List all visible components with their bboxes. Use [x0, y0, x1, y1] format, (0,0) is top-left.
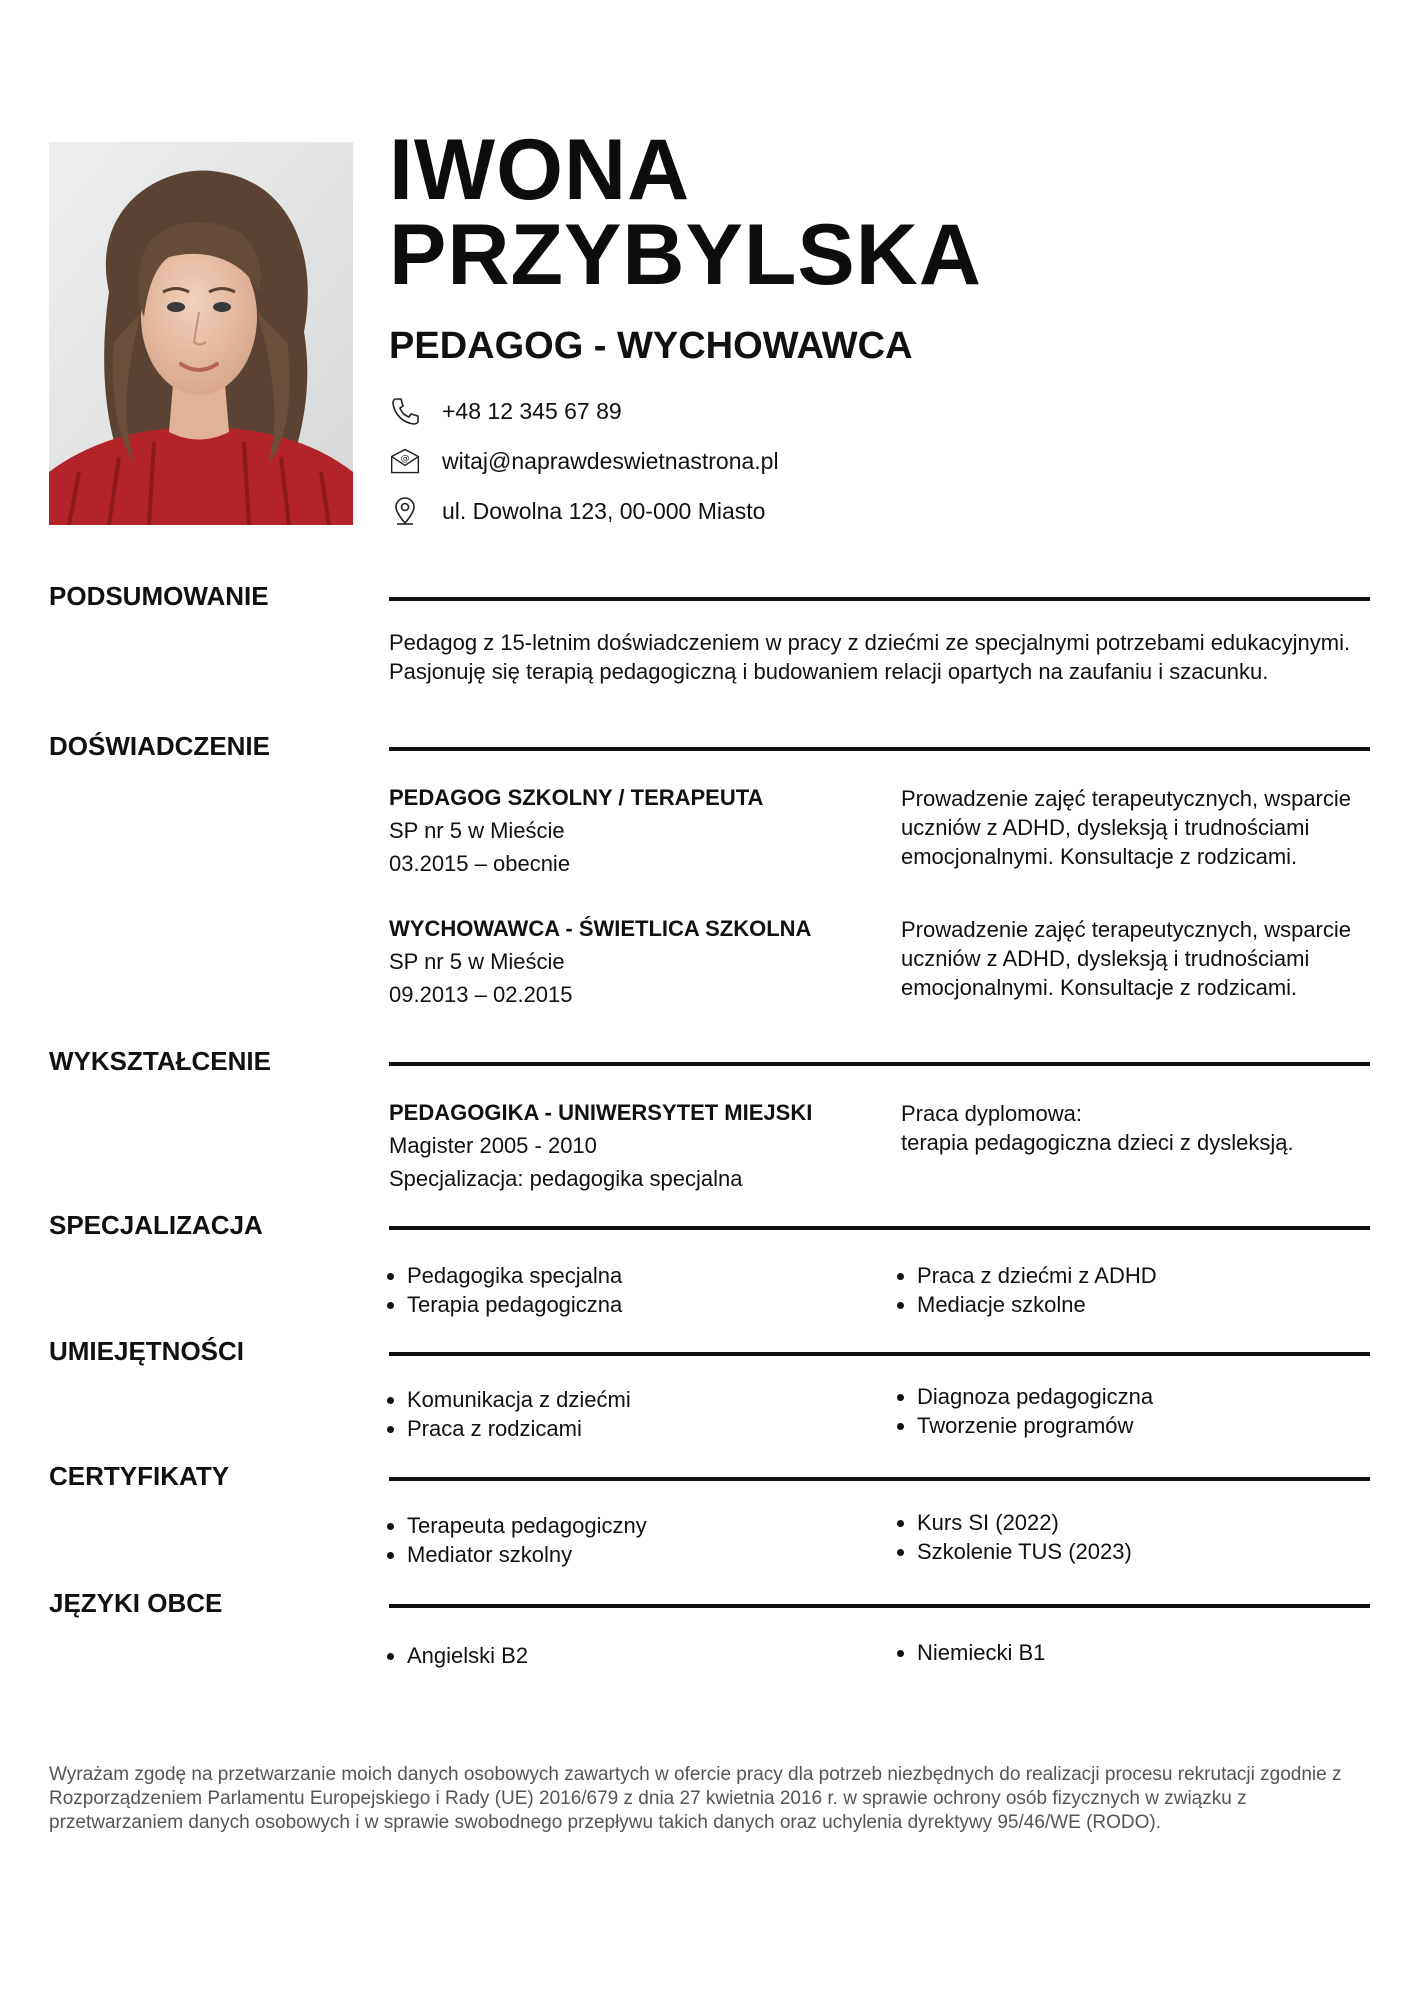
specialization-list-right	[891, 1261, 1157, 1319]
section-title-education: WYKSZTAŁCENIE	[49, 1046, 271, 1076]
job-dates: 09.2013 – 02.2015	[389, 982, 573, 1007]
job-place: SP nr 5 w Mieście	[389, 818, 565, 843]
list-item: • Angielski B2	[407, 1641, 528, 1670]
skills-list-right	[891, 1382, 1153, 1440]
candidate-name	[389, 122, 982, 303]
list-item: • Komunikacja z dziećmi	[407, 1385, 631, 1414]
email-icon	[389, 446, 421, 476]
list-item: • Praca z dziećmi z ADHD	[917, 1261, 1157, 1290]
education-thesis-label: Praca dyplomowa:	[901, 1101, 1082, 1126]
list-item: • Terapeuta pedagogiczny	[407, 1511, 647, 1540]
email-address[interactable]: witaj@naprawdeswietnastrona.pl	[442, 447, 779, 474]
education-thesis: terapia pedagogiczna dzieci z dysleksją.	[901, 1130, 1294, 1155]
job-position: PEDAGOG SZKOLNY / TERAPEUTA	[389, 785, 764, 810]
contact-address	[389, 496, 765, 526]
phone-icon	[389, 396, 421, 426]
languages-list-right	[891, 1638, 1045, 1667]
svg-text:@: @	[400, 454, 410, 464]
certificates-list-left	[381, 1511, 647, 1569]
list-item: • Mediator szkolny	[407, 1540, 647, 1569]
list-item: • Terapia pedagogiczna	[407, 1290, 622, 1319]
certificates-list-right	[891, 1508, 1132, 1566]
section-title-summary: PODSUMOWANIE	[49, 581, 269, 611]
section-divider	[389, 597, 1370, 601]
profile-photo	[49, 142, 353, 525]
location-icon	[389, 496, 421, 526]
first-name: IWONA	[389, 122, 691, 218]
contact-phone	[389, 396, 622, 426]
section-divider	[389, 747, 1370, 751]
job-dates: 03.2015 – obecnie	[389, 851, 571, 876]
list-item: • Kurs SI (2022)	[917, 1508, 1132, 1537]
list-item: • Pedagogika specjalna	[407, 1261, 622, 1290]
address: ul. Dowolna 123, 00-000 Miasto	[442, 497, 766, 524]
list-item: • Praca z rodzicami	[407, 1414, 631, 1443]
job-description: Prowadzenie zajęć terapeutycznych, wsparcie uczniów z ADHD, dysleksją i trudnościami emocjonalnymi. Konsultacje z rodzicami.	[901, 786, 1352, 869]
education-degree: Magister 2005 - 2010	[389, 1133, 597, 1158]
list-item: • Szkolenie TUS (2023)	[917, 1537, 1132, 1566]
languages-list-left	[381, 1641, 528, 1670]
list-item: • Mediacje szkolne	[917, 1290, 1157, 1319]
section-divider	[389, 1226, 1370, 1230]
section-title-languages: JĘZYKI OBCE	[49, 1588, 223, 1618]
list-item: • Niemiecki B1	[917, 1638, 1045, 1667]
section-divider	[389, 1477, 1370, 1481]
job-title: PEDAGOG - WYCHOWAWCA	[389, 325, 913, 367]
summary-text: Pedagog z 15-letnim doświadczeniem w pracy z dziećmi ze specjalnymi potrzebami edukacyjnymi. Pasjonuję się terapią pedagogiczną i budowaniem relacji opartych na zaufaniu i szacunku.	[389, 630, 1351, 684]
list-item: • Diagnoza pedagogiczna	[917, 1382, 1153, 1411]
skills-list-left	[381, 1385, 631, 1443]
section-title-certificates: CERTYFIKATY	[49, 1461, 230, 1491]
section-divider	[389, 1062, 1370, 1066]
phone-number[interactable]: +48 12 345 67 89	[442, 397, 622, 424]
section-divider	[389, 1352, 1370, 1356]
education-specialization: Specjalizacja: pedagogika specjalna	[389, 1166, 743, 1191]
contact-email	[389, 446, 779, 476]
education-school: PEDAGOGIKA - UNIWERSYTET MIEJSKI	[389, 1100, 813, 1125]
section-title-skills: UMIEJĘTNOŚCI	[49, 1336, 245, 1366]
job-description: Prowadzenie zajęć terapeutycznych, wsparcie uczniów z ADHD, dysleksją i trudnościami emocjonalnymi. Konsultacje z rodzicami.	[901, 917, 1352, 1000]
section-title-experience: DOŚWIADCZENIE	[49, 731, 270, 761]
section-divider	[389, 1604, 1370, 1608]
job-place: SP nr 5 w Mieście	[389, 949, 565, 974]
last-name: PRZYBYLSKA	[389, 207, 982, 303]
specialization-list-left	[381, 1261, 622, 1319]
list-item: • Tworzenie programów	[917, 1411, 1153, 1440]
job-position: WYCHOWAWCA - ŚWIETLICA SZKOLNA	[389, 916, 812, 941]
gdpr-consent: Wyrażam zgodę na przetwarzanie moich danych osobowych zawartych w ofercie pracy dla potrzeb niezbędnych do realizacji procesu rekrutacji zgodnie z Rozporządzeniem Parlamentu Europejskiego i Rady (UE) 2016/679 z dnia 27 kwietnia 2016 r. w sprawie ochrony osób fizycznych w związku z przetwarzaniem danych osobowych i w sprawie swobodnego przepływu takich danych oraz uchylenia dyrektywy 95/46/WE (RODO).	[49, 1764, 1342, 1833]
section-title-specialization: SPECJALIZACJA	[49, 1210, 263, 1240]
